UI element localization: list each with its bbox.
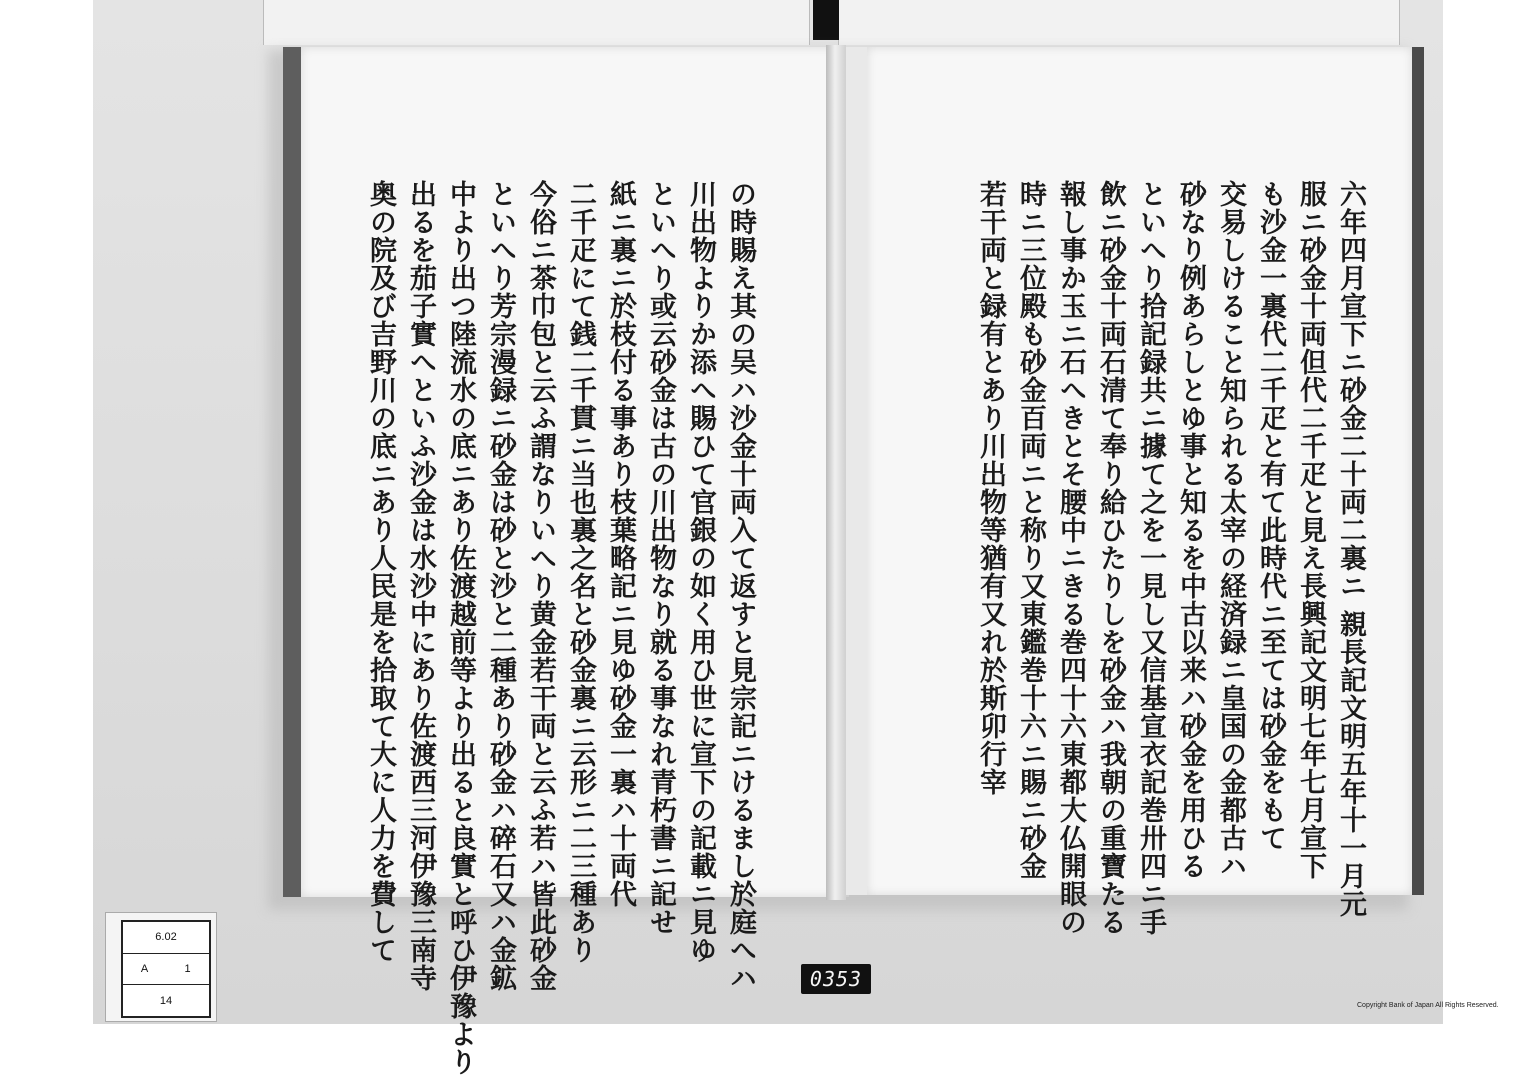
text-column: も沙金一裏代二千疋と有て此時代ニ至ては砂金をもて (1255, 180, 1286, 852)
top-strip-right (838, 0, 1400, 45)
text-column: 六年四月宣下ニ砂金二十両二裏ニ 親長記文明五年十一月元 (1335, 180, 1366, 919)
catalog-label-row: 6.02 (123, 922, 209, 954)
text-column: 交易しけること知られる太宰の経済録ニ皇国の金都古ハ (1215, 180, 1246, 880)
catalog-label-table (121, 920, 211, 1018)
catalog-label-row: 14 (159, 994, 173, 1007)
text-column: 川出物よりか添へ賜ひて官銀の如く用ひ世に宣下の記載ニ見ゆ (685, 180, 716, 964)
text-column: の時賜え其の吴ハ沙金十両入て返すと見宗記ニけるまし於庭へハ (725, 180, 756, 992)
text-column: 奥の院及び吉野川の底ニあり人民是を拾取て大に人力を費して (365, 180, 396, 964)
right-page-text (950, 180, 1370, 936)
text-column: 報し事か玉ニ石へきとそ腰中ニきる巻四十六東都大仏開眼の (1055, 180, 1086, 936)
top-marker (813, 0, 839, 40)
text-column: 二千疋にて銭二千貫ニ当也裏之名と砂金裏ニ云形ニ二三種あり (565, 180, 596, 964)
text-column: 飲ニ砂金十両石清て奉り給ひたりしを砂金ハ我朝の重寶たる (1095, 180, 1126, 936)
text-column: 中より出つ陸流水の底ニあり佐渡越前等より出ると良實と呼ひ伊豫より (445, 180, 476, 1076)
text-column: といへり或云砂金は古の川出物なり就る事なれ青朽書ニ記せ (645, 180, 676, 936)
text-column: といへり拾記録共ニ據て之を一見し又信基宣衣記巻卅四ニ手 (1135, 180, 1166, 936)
top-strip-left (263, 0, 810, 45)
text-column: 出るを茄子實へといふ沙金は水沙中にあり佐渡西三河伊豫三南寺 (405, 180, 436, 992)
text-column: 服ニ砂金十両但代二千疋と見え長興記文明七年七月宣下 (1295, 180, 1326, 880)
text-column: 時ニ三位殿も砂金百両ニと称り又東鑑巻十六ニ賜ニ砂金 (1015, 180, 1046, 880)
frame-number: 0353 (801, 964, 871, 994)
text-column: といへり芳宗漫録ニ砂金は砂と沙と二種あり砂金ハ碎石又ハ金鉱 (485, 180, 516, 992)
book-gutter (826, 45, 846, 900)
copyright-notice: Copyright Bank of Japan All Rights Reserved. (1357, 1002, 1499, 1009)
catalog-label-cell: A (140, 963, 149, 975)
catalog-label-row (123, 954, 209, 986)
text-column: 砂なり例あらしとゆ事と知るを中古以来ハ砂金を用ひる (1175, 180, 1206, 880)
left-page-text (300, 180, 760, 1076)
catalog-label-cell: 1 (184, 963, 191, 975)
text-column: 今俗ニ茶巾包と云ふ謂なりいへり黄金若干両と云ふ若ハ皆此砂金 (525, 180, 556, 992)
text-column: 紙ニ裏ニ於枝付る事あり枝葉略記ニ見ゆ砂金一裏ハ十両代 (605, 180, 636, 908)
text-column: 若干両と録有とあり川出物等猶有又れ於斯卯行宰 (975, 180, 1006, 796)
catalog-label-card (105, 912, 217, 1022)
